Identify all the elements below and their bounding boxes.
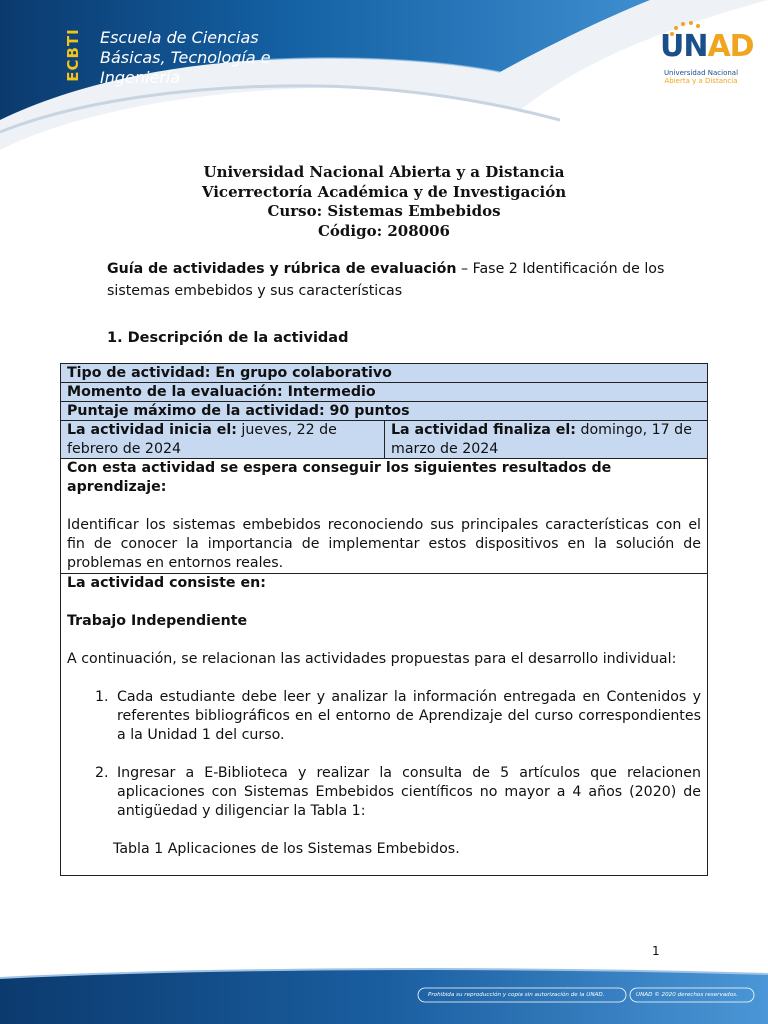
school-name-line: Escuela de Ciencias <box>100 28 259 47</box>
table-caption: Tabla 1 Aplicaciones de los Sistemas Embebidos. <box>113 841 460 857</box>
evaluation-moment-row: Momento de la evaluación: Intermedio <box>61 383 707 402</box>
copyright-text: UNAD © 2020 derechos reservados. <box>636 992 738 998</box>
copy-prohibition-text: Prohibida su reproducción y copia sin autorización de la UNAD. <box>428 992 605 998</box>
page-header <box>0 0 768 150</box>
school-name-line: Básicas, Tecnología e <box>100 48 271 67</box>
document-titles <box>0 163 768 241</box>
results-heading: Con esta actividad se espera conseguir los siguientes resultados de aprendizaje: <box>67 460 612 495</box>
section-heading: 1. Descripción de la actividad <box>107 330 349 346</box>
logo-subtitle: Universidad Nacional Abierta y a Distancia <box>663 69 739 85</box>
activity-type-row: Tipo de actividad: En grupo colaborativo <box>61 364 707 383</box>
course-title: Curso: Sistemas Embebidos <box>267 202 501 220</box>
consists-heading: La actividad consiste en: <box>67 575 266 591</box>
unad-logo <box>658 20 754 90</box>
dates-row <box>61 421 707 459</box>
activity-list <box>67 688 701 821</box>
guide-title <box>107 258 677 302</box>
vicerrectoria-title: Vicerrectoría Académica y de Investigación <box>201 182 567 201</box>
intro-text: A continuación, se relacionan las actividades propuestas para el desarrollo individual: <box>67 651 677 667</box>
end-date-cell: La actividad finaliza el: domingo, 17 de marzo de 2024 <box>384 421 707 458</box>
learning-results-cell <box>61 459 707 574</box>
list-item: 1. Cada estudiante debe leer y analizar la información entregada en Contenidos y referentes bibliográficos en el entorno de Aprendizaje del curso correspondientes a la Unidad 1 del curso. <box>113 688 701 745</box>
guide-title-bold: Guía de actividades y rúbrica de evaluación <box>107 261 457 277</box>
results-text: Identificar los sistemas embebidos reconociendo sus principales características con el fin de conocer la importancia de implementar estos dispositivos en la solución de problemas en entornos reales. <box>67 517 701 571</box>
page-footer <box>0 964 768 1024</box>
ecbti-acronym: ECBTI <box>64 28 82 82</box>
guide-title-rest: – Fase 2 Identificación de los sistemas embebidos y sus características <box>107 261 665 299</box>
activity-table <box>60 363 708 876</box>
list-item: 2. Ingresar a E-Biblioteca y realizar la consulta de 5 artículos que relacionen aplicaciones con Sistemas Embebidos científicos no mayor a 4 años (2020) de antigüedad y diligenciar la Tabla 1: <box>113 764 701 821</box>
page-number: 1 <box>652 944 660 958</box>
logo-wordmark: UNAD <box>660 29 754 64</box>
activity-content-cell <box>61 574 707 859</box>
school-name-line: Ingeniería <box>100 68 181 87</box>
max-score-row: Puntaje máximo de la actividad: 90 puntos <box>61 402 707 421</box>
course-code: Código: 208006 <box>317 221 450 240</box>
independent-heading: Trabajo Independiente <box>67 613 248 629</box>
start-date-cell: La actividad inicia el: jueves, 22 de febrero de 2024 <box>67 422 337 457</box>
school-name <box>100 28 330 88</box>
university-title: Universidad Nacional Abierta y a Distancia <box>203 163 565 181</box>
